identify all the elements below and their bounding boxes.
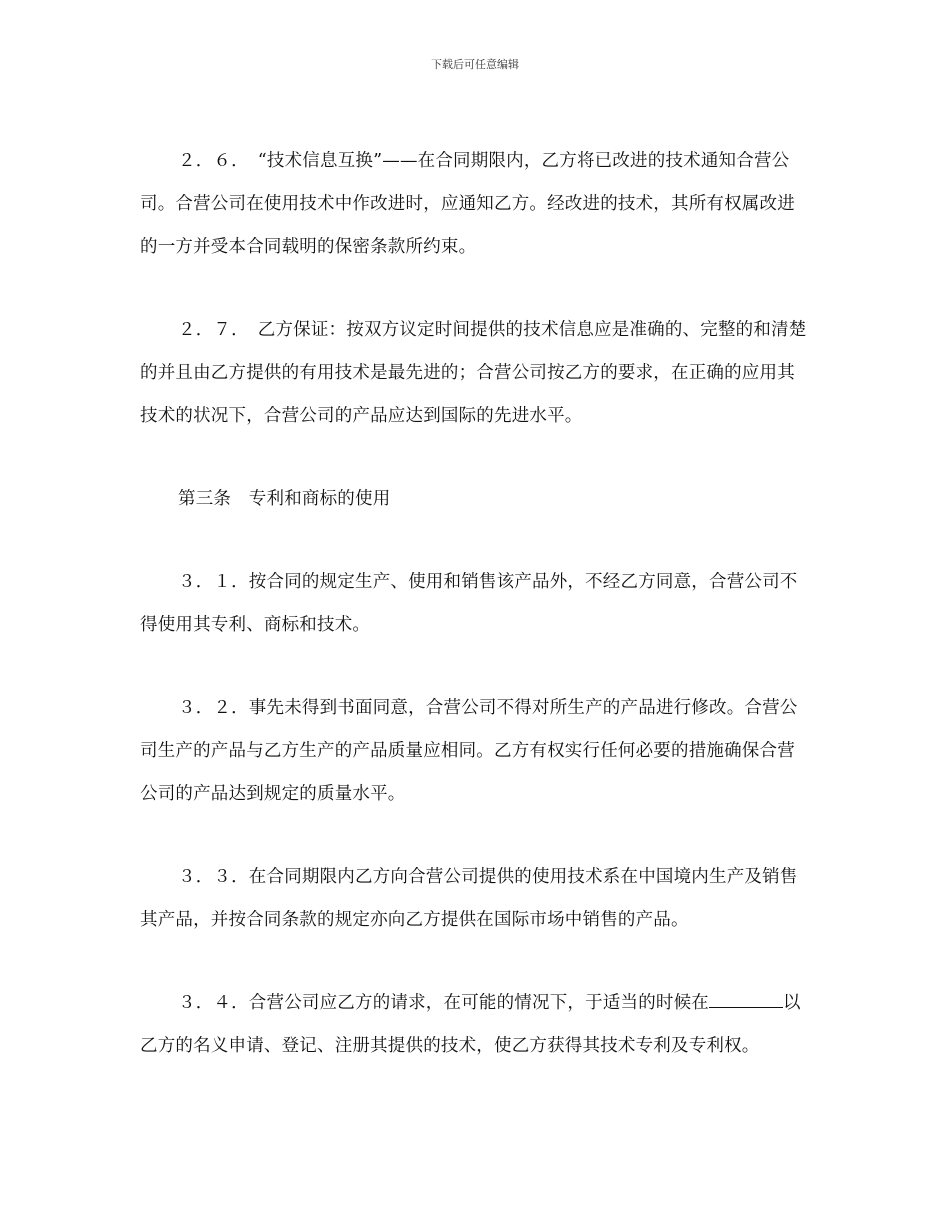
- clause-3-4: [140, 982, 812, 1068]
- clause-2-6: ２．６． “技术信息互换”——在合同期限内，乙方将已改进的技术通知合营公司。合营公司在使用技术中作改进时，应通知乙方。经改进的技术，其所有权属改进的一方并受本合同载明的保密条款所约束。: [140, 151, 795, 257]
- page-header-note: 下载后可任意编辑: [431, 58, 519, 71]
- fill-in-blank: [709, 989, 783, 1008]
- article-3-heading: 第三条 专利和商标的使用: [178, 489, 391, 509]
- clause-3-3: ３．３．在合同期限内乙方向合营公司提供的使用技术系在中国境内生产及销售其产品，并按合同条款的规定亦向乙方提供在国际市场中销售的产品。: [140, 867, 798, 930]
- clause-3-2: ３．２．事先未得到书面同意，合营公司不得对所生产的产品进行修改。合营公司生产的产品与乙方生产的产品质量应相同。乙方有权实行任何必要的措施确保合营公司的产品达到规定的质量水平。: [140, 698, 798, 804]
- clause-3-1: ３．１．按合同的规定生产、使用和销售该产品外，不经乙方同意，合营公司不得使用其专利、商标和技术。: [140, 572, 798, 635]
- clause-3-4-part1: ３．４．合营公司应乙方的请求，在可能的情况下，于适当的时候在: [178, 993, 709, 1013]
- clause-2-7: ２．７． 乙方保证：按双方议定时间提供的技术信息应是准确的、完整的和清楚的并且由乙方提供的有用技术是最先进的；合营公司按乙方的要求，在正确的应用其技术的状况下，合营公司的产品应达到国际的先进水平。: [140, 320, 807, 426]
- document-body: [140, 140, 812, 1108]
- clause-3-4-part2: 以乙方的名义申请、登记、注册其提供的技术，使乙方获得其技术专利及专利权。: [140, 993, 801, 1056]
